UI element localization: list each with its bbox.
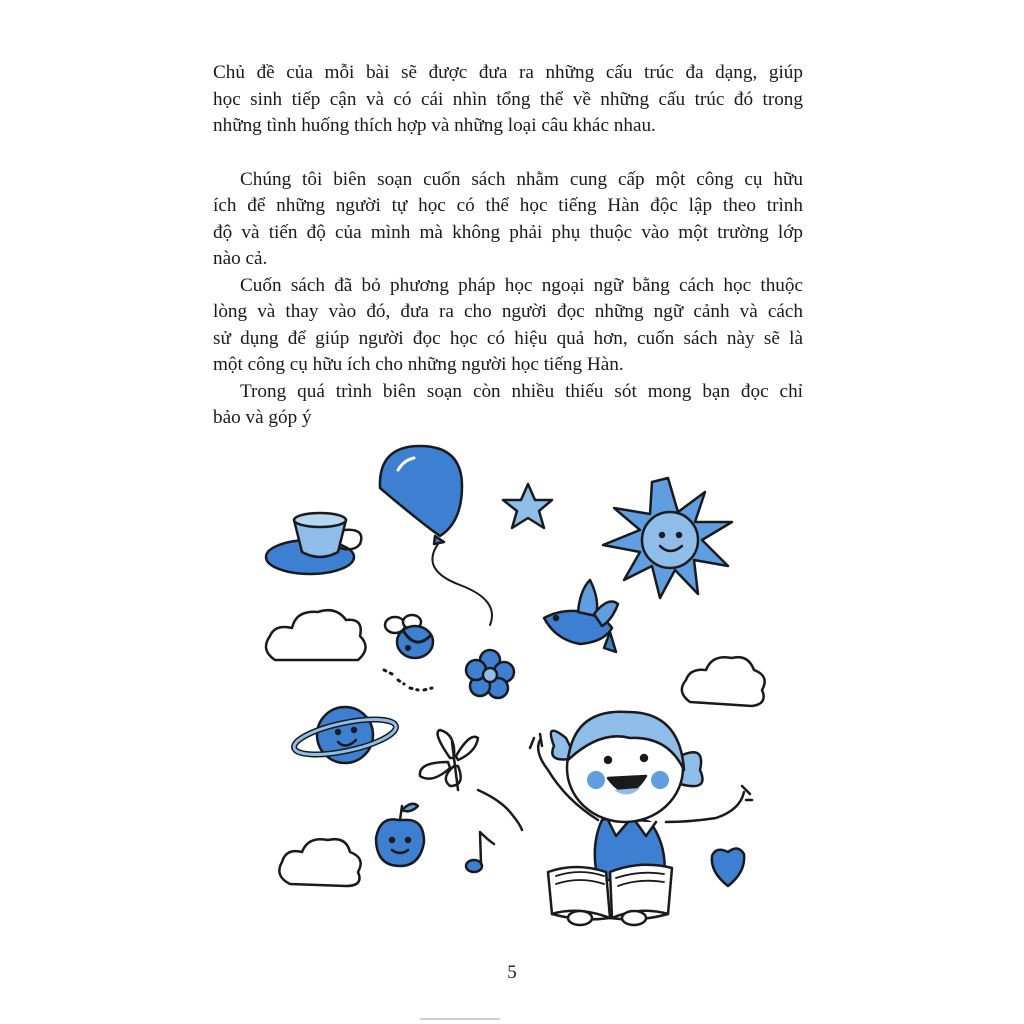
planet-icon <box>291 707 399 763</box>
heart-icon <box>712 848 744 886</box>
paragraph-3 <box>213 273 803 379</box>
text-line: độ và tiến độ của mình mà không phải phụ thuộc vào một trường lớp <box>213 221 803 243</box>
cloud-icon <box>279 839 360 886</box>
apple-icon <box>376 804 424 866</box>
bee-icon <box>384 615 433 690</box>
teacup-icon <box>266 513 361 574</box>
text-line: lòng và thay vào đó, đưa ra cho người đọc những ngữ cảnh và cách <box>213 301 803 322</box>
doodle-illustration <box>255 440 775 940</box>
body-text <box>213 60 803 432</box>
text-line: Chúng tôi biên soạn cuốn sách nhằm cung cấp một công cụ hữu <box>240 168 803 190</box>
open-book-icon <box>548 865 672 925</box>
text-line: học sinh tiếp cận và có cái nhìn tổng thể về những cấu trúc đó trong <box>213 88 803 110</box>
sun-icon <box>603 478 732 598</box>
page-number: 5 <box>507 962 517 983</box>
paragraph-2 <box>213 167 803 273</box>
scan-edge-mark <box>420 1018 500 1020</box>
text-line: sử dụng để giúp người đọc học có hiệu quả hơn, cuốn sách này sẽ là <box>213 327 803 349</box>
music-note-icon <box>466 832 494 872</box>
cloud-icon <box>682 657 765 706</box>
paragraph-1 <box>213 60 803 140</box>
balloon-icon <box>380 446 492 625</box>
text-line: bảo và góp ý <box>213 407 312 428</box>
text-line: những tình huống thích hợp và những loại câu khác nhau. <box>213 115 656 136</box>
text-line: Trong quá trình biên soạn còn nhiều thiếu sót mong bạn đọc chỉ <box>240 380 803 402</box>
bird-icon <box>544 580 618 652</box>
cloud-icon <box>266 610 366 660</box>
text-line: một công cụ hữu ích cho những người học tiếng Hàn. <box>213 354 624 375</box>
paragraph-4 <box>213 379 803 432</box>
text-line: ích để những người tự học có thể học tiếng Hàn độc lập theo trình <box>213 195 803 216</box>
text-line: Chủ đề của mỗi bài sẽ được đưa ra những cấu trúc đa dạng, giúp <box>213 62 803 83</box>
text-line: nào cả. <box>213 248 268 269</box>
butterfly-icon <box>420 730 522 830</box>
star-icon <box>503 484 552 528</box>
flower-icon <box>466 650 514 698</box>
text-line: Cuốn sách đã bỏ phương pháp học ngoại ngữ bằng cách học thuộc <box>240 274 803 296</box>
